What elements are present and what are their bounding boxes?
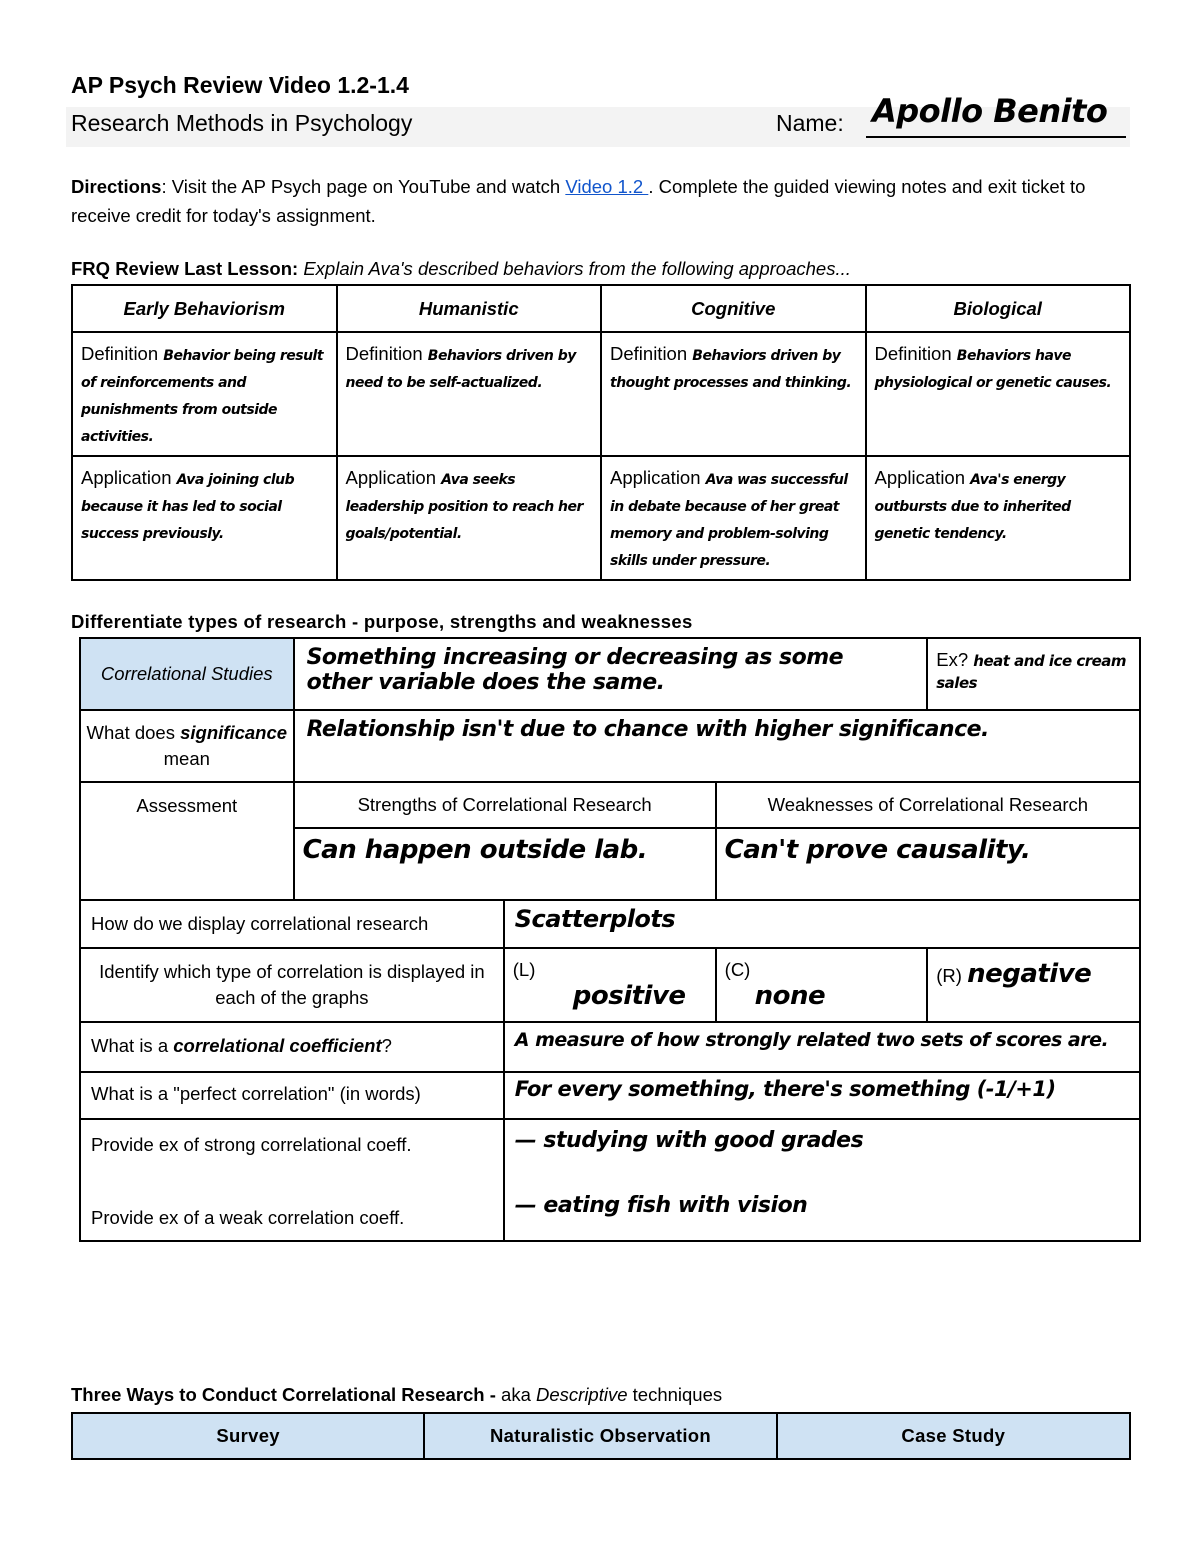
significance-handwriting: Relationship isn't due to chance with higher significance.: [306, 717, 989, 742]
perfect-question: What is a "perfect correlation" (in words): [80, 1072, 504, 1119]
application-label: Application: [874, 467, 966, 488]
application-cell[interactable]: [601, 456, 866, 580]
example-handwriting: heat and ice cream sales: [936, 652, 1127, 692]
significance-question: What does significance mean: [80, 710, 294, 782]
correlational-answer-cell[interactable]: [294, 638, 928, 710]
frq-prompt: Explain Ava's described behaviors from the following approaches...: [303, 258, 851, 279]
weak-handwriting: — eating fish with vision: [514, 1193, 808, 1218]
display-answer-cell[interactable]: [504, 900, 1140, 948]
application-cell[interactable]: [72, 456, 337, 580]
three-ways-heading: Three Ways to Conduct Correlational Research - aka Descriptive techniques: [71, 1384, 723, 1405]
frq-table: [71, 284, 1131, 581]
strength-examples-answers[interactable]: [504, 1119, 1140, 1241]
assessment-label: Assessment: [80, 782, 294, 900]
application-handwriting: Ava's energy outbursts due to inherited genetic tendency.: [874, 472, 1071, 542]
column-header: Biological: [866, 285, 1131, 332]
coefficient-answer-cell[interactable]: [504, 1022, 1140, 1072]
video-link[interactable]: Video 1.2: [565, 176, 649, 197]
example-cell[interactable]: [927, 638, 1140, 710]
coefficient-question: What is a correlational coefficient?: [80, 1022, 504, 1072]
column-header: Cognitive: [601, 285, 866, 332]
weaknesses-header: Weaknesses of Correlational Research: [716, 782, 1140, 828]
weaknesses-handwriting: Can't prove causality.: [724, 835, 1031, 865]
name-label: Name:: [776, 110, 844, 136]
directions: [71, 172, 1131, 230]
column-header: Early Behaviorism: [72, 285, 337, 332]
name-underline: [866, 136, 1126, 138]
significance-answer-cell[interactable]: [294, 710, 1140, 782]
frq-label: FRQ Review Last Lesson:: [71, 258, 299, 279]
application-cell[interactable]: [337, 456, 602, 580]
research-table: [79, 637, 1141, 1242]
identify-question: Identify which type of correlation is displayed in each of the graphs: [80, 948, 504, 1022]
definition-cell[interactable]: [601, 332, 866, 456]
graph-left-handwriting: positive: [572, 981, 686, 1011]
perfect-answer-cell[interactable]: [504, 1072, 1140, 1119]
display-handwriting: Scatterplots: [514, 905, 676, 933]
strengths-handwriting: Can happen outside lab.: [302, 835, 648, 865]
application-handwriting: Ava seeks leadership position to reach her goals/potential.: [345, 472, 583, 542]
application-label: Application: [81, 467, 172, 488]
weaknesses-answer-cell[interactable]: [716, 828, 1140, 900]
column-header-survey: Survey: [72, 1413, 424, 1459]
graph-right-cell[interactable]: [927, 948, 1140, 1022]
strong-question: Provide ex of strong correlational coeff.: [91, 1134, 412, 1155]
weak-question: Provide ex of a weak correlation coeff.: [91, 1207, 405, 1228]
application-label: Application: [610, 467, 701, 488]
definition-cell[interactable]: [866, 332, 1131, 456]
graph-left-label: (L): [512, 959, 536, 980]
definition-label: Definition: [345, 343, 423, 364]
application-cell[interactable]: [866, 456, 1131, 580]
graph-center-handwriting: none: [754, 981, 826, 1011]
definition-handwriting: Behaviors have physiological or genetic causes.: [874, 348, 1112, 391]
graph-left-cell[interactable]: [504, 948, 716, 1022]
definition-handwriting: Behavior being result of reinforcements and punishments from outside activities.: [81, 348, 324, 445]
column-header-case-study: Case Study: [777, 1413, 1130, 1459]
name-handwriting: Apollo Benito: [872, 92, 1108, 130]
page-subtitle: Research Methods in Psychology: [71, 110, 413, 136]
application-label: Application: [345, 467, 437, 488]
directions-text: : Visit the AP Psych page on YouTube and watch: [161, 176, 566, 197]
coefficient-handwriting: A measure of how strongly related two sets of scores are.: [514, 1029, 1109, 1051]
display-question: How do we display correlational research: [80, 900, 504, 948]
graph-right-handwriting: negative: [967, 959, 1092, 989]
column-header: Humanistic: [337, 285, 602, 332]
directions-text-end: . Complete the guided viewing notes and exit ticket to receive credit for today's assignment.: [71, 176, 1086, 226]
graph-right-label: (R): [936, 965, 962, 986]
research-heading: Differentiate types of research - purpose, strengths and weaknesses: [71, 611, 693, 632]
strong-handwriting: — studying with good grades: [514, 1128, 864, 1153]
definition-handwriting: Behaviors driven by need to be self-actualized.: [345, 348, 576, 391]
definition-label: Definition: [81, 343, 159, 364]
application-handwriting: Ava joining club because it has led to social success previously.: [81, 472, 295, 542]
application-handwriting: Ava was successful in debate because of her great memory and problem-solving skills under pressure.: [610, 472, 848, 569]
graph-center-label: (C): [724, 959, 751, 980]
perfect-handwriting: For every something, there's something (-1/+1): [514, 1077, 1056, 1101]
directions-label: Directions: [71, 176, 162, 197]
definition-cell[interactable]: [337, 332, 602, 456]
graph-center-cell[interactable]: [716, 948, 928, 1022]
page-title: AP Psych Review Video 1.2-1.4: [71, 72, 409, 98]
definition-label: Definition: [610, 343, 688, 364]
correlational-studies-label: Correlational Studies: [80, 638, 294, 710]
definition-label: Definition: [874, 343, 952, 364]
example-label: Ex?: [936, 649, 969, 670]
definition-cell[interactable]: [72, 332, 337, 456]
strength-examples-questions: [80, 1119, 504, 1241]
frq-heading: [71, 258, 851, 280]
strengths-answer-cell[interactable]: [294, 828, 716, 900]
column-header-naturalistic: Naturalistic Observation: [424, 1413, 776, 1459]
correlational-handwriting: Something increasing or decreasing as some other variable does the same.: [306, 645, 844, 695]
three-ways-table: [71, 1412, 1131, 1460]
strengths-header: Strengths of Correlational Research: [294, 782, 716, 828]
definition-handwriting: Behaviors driven by thought processes and thinking.: [610, 348, 852, 391]
